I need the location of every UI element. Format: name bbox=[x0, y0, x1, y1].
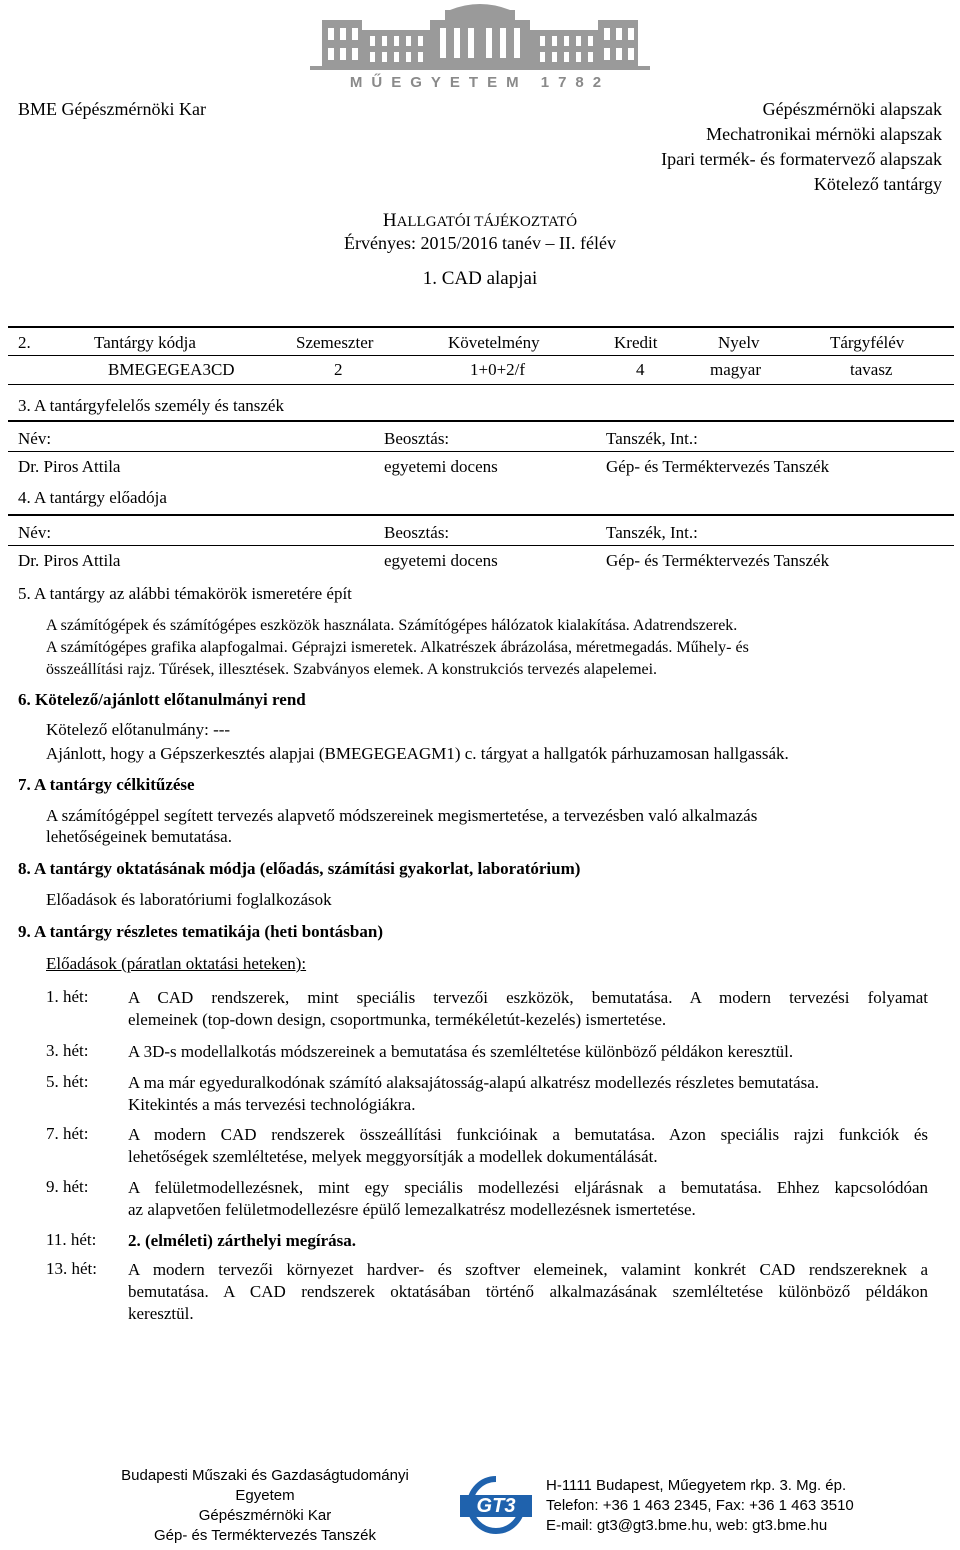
gt3-logo bbox=[452, 1475, 540, 1535]
week-topic-line: keresztül. bbox=[128, 1304, 194, 1323]
week-topic-line: A felületmodellezésnek, mint egy speciális modellezési eljárásnak a bemutatása. Ehhez kapcsolódóan bbox=[128, 1178, 928, 1197]
footer-university-2: Egyetem bbox=[235, 1487, 295, 1504]
week-topic-line: bemutatása. A CAD rendszerek oktatásában történő alkalmazásának szemléltetése különböző példákon bbox=[128, 1282, 928, 1301]
week-topic-line: az alapvetően felületmodellezésre épülő lemezalkatrész modellezésnek ismertetése. bbox=[128, 1200, 696, 1219]
footer-address: H-1111 Budapest, Műegyetem rkp. 3. Mg. ép. bbox=[546, 1477, 847, 1494]
s4-position-value: egyetemi docens bbox=[384, 551, 498, 570]
footer-university: Budapesti Műszaki és Gazdaságtudományi bbox=[121, 1467, 409, 1484]
s8-text: Előadások és laboratóriumi foglalkozások bbox=[46, 890, 332, 909]
week-label: 1. hét: bbox=[46, 987, 89, 1006]
week-topic-line: Kitekintés a más tervezési technológiákra. bbox=[128, 1095, 416, 1114]
header-requirement: Követelmény bbox=[448, 333, 540, 352]
s4-department-label: Tanszék, Int.: bbox=[606, 523, 698, 542]
s3-position-value: egyetemi docens bbox=[384, 457, 498, 476]
divider bbox=[8, 545, 954, 546]
s7-line-1: A számítógéppel segített tervezés alapvető módszereinek megismertetése, a tervezésben való alkalmazás bbox=[46, 806, 758, 825]
divider bbox=[8, 420, 954, 422]
s5-line-2: A számítógépes grafika alapfogalmai. Géprajzi ismeretek. Alkatrészek ábrázolása, méretmegadás. Műhely- és bbox=[46, 639, 749, 656]
s4-department-value: Gép- és Terméktervezés Tanszék bbox=[606, 551, 830, 570]
value-credit: 4 bbox=[636, 360, 645, 379]
week-label: 7. hét: bbox=[46, 1124, 89, 1143]
section-6-title: 6. Kötelező/ajánlott előtanulmányi rend bbox=[18, 690, 306, 709]
header-semester: Szemeszter bbox=[296, 333, 374, 352]
header-credit: Kredit bbox=[614, 333, 658, 352]
s3-name-value: Dr. Piros Attila bbox=[18, 457, 121, 476]
header-code: Tantárgy kódja bbox=[94, 333, 196, 352]
faculty-name: BME Gépészmérnöki Kar bbox=[18, 99, 206, 119]
value-requirement: 1+0+2/f bbox=[470, 360, 526, 379]
course-type: Kötelező tantárgy bbox=[813, 174, 942, 194]
footer-left bbox=[80, 1466, 450, 1546]
s3-department-label: Tanszék, Int.: bbox=[606, 429, 698, 448]
week-label: 11. hét: bbox=[46, 1230, 97, 1249]
week-topic-line: A 3D-s modellalkotás módszereinek a bemutatása és szemléltetése különböző példákon keresztül. bbox=[128, 1042, 794, 1061]
section-2-number: 2. bbox=[18, 333, 31, 352]
section-4-title: 4. A tantárgy előadója bbox=[18, 488, 167, 507]
header-language: Nyelv bbox=[718, 333, 760, 352]
s6-recommended: Ajánlott, hogy a Gépszerkesztés alapjai (BMEGEGEAGM1) c. tárgyat a hallgatók párhuzamosan hallgassák. bbox=[46, 744, 789, 763]
value-language: magyar bbox=[710, 360, 761, 379]
course-title: 1. CAD alapjai bbox=[422, 268, 538, 289]
logo-caption: MŰEGYETEM 1782 bbox=[349, 74, 611, 91]
week-topic-line: A modern tervezői környezet hardver- és szoftver elemeinek, valamint konkrét CAD rendszereknek a bbox=[128, 1260, 928, 1279]
week-topic-line: A CAD rendszerek, mint speciális tervezői eszközök, bemutatása. A modern tervezési folyamat bbox=[128, 988, 928, 1007]
value-code: BMEGEGEA3CD bbox=[108, 360, 235, 379]
week-topic-line: 2. (elméleti) zárthelyi megírása. bbox=[128, 1231, 356, 1250]
footer-phone: Telefon: +36 1 463 2345, Fax: +36 1 463 3510 bbox=[546, 1497, 854, 1514]
section-5-title: 5. A tantárgy az alábbi témakörök ismeretére épít bbox=[18, 584, 352, 603]
section-3-title: 3. A tantárgyfelelős személy és tanszék bbox=[18, 396, 284, 415]
week-label: 5. hét: bbox=[46, 1072, 89, 1091]
divider bbox=[8, 384, 954, 385]
info-title bbox=[0, 210, 960, 232]
s6-required: Kötelező előtanulmány: --- bbox=[46, 720, 231, 739]
value-term: tavasz bbox=[850, 360, 893, 379]
s3-name-label: Név: bbox=[18, 429, 52, 448]
section-9-title: 9. A tantárgy részletes tematikája (heti bontásban) bbox=[18, 922, 383, 941]
week-label: 3. hét: bbox=[46, 1041, 89, 1060]
week-topic-line: lehetőségek szemléltetése, melyek meggyorsítják a modellek dokumentálását. bbox=[128, 1147, 658, 1166]
s9-subtitle: Előadások (páratlan oktatási heteken): bbox=[46, 954, 307, 973]
s3-position-label: Beosztás: bbox=[384, 429, 450, 448]
week-topic-line: elemeinek (top-down design, csoportmunka, termékéletút-kezelés) ismertetése. bbox=[128, 1010, 667, 1029]
footer-email[interactable]: E-mail: gt3@gt3.bme.hu, web: gt3.bme.hu bbox=[546, 1517, 828, 1534]
divider bbox=[8, 514, 954, 516]
section-7-title: 7. A tantárgy célkitűzése bbox=[18, 775, 195, 794]
s4-position-label: Beosztás: bbox=[384, 523, 450, 542]
week-label: 9. hét: bbox=[46, 1177, 89, 1196]
s7-line-2: lehetőségeinek bemutatása. bbox=[46, 827, 232, 846]
divider bbox=[8, 451, 954, 452]
gt3-logo-text: GT3 bbox=[476, 1495, 516, 1517]
header-term: Tárgyfélév bbox=[830, 333, 905, 352]
program-2: Mechatronikai mérnöki alapszak bbox=[706, 124, 942, 144]
s4-name-value: Dr. Piros Attila bbox=[18, 551, 121, 570]
validity: Érvényes: 2015/2016 tanév – II. félév bbox=[344, 233, 616, 253]
program-3: Ipari termék- és formatervező alapszak bbox=[661, 149, 942, 169]
program-1: Gépészmérnöki alapszak bbox=[762, 99, 942, 119]
s5-line-3: összeállítási rajz. Tűrések, illesztések. Szabványos elemek. A konstrukciós tervezés alapelemei. bbox=[46, 661, 658, 678]
s4-name-label: Név: bbox=[18, 523, 52, 542]
s5-line-1: A számítógépek és számítógépes eszközök használata. Számítógépes hálózatok kialakítása. Adatrendszerek. bbox=[46, 617, 738, 634]
info-title-initial: H bbox=[382, 210, 397, 231]
week-label: 13. hét: bbox=[46, 1259, 97, 1278]
section-8-title: 8. A tantárgy oktatásának módja (előadás, számítási gyakorlat, laboratórium) bbox=[18, 859, 581, 878]
university-logo bbox=[300, 4, 660, 96]
footer-faculty: Gépészmérnöki Kar bbox=[198, 1507, 332, 1524]
week-topic-line: A modern CAD rendszerek összeállítási funkcióinak a bemutatása. Azon speciális rajzi funkciók és bbox=[128, 1125, 928, 1144]
footer-department: Gép- és Terméktervezés Tanszék bbox=[153, 1527, 377, 1544]
value-semester: 2 bbox=[334, 360, 343, 379]
s3-department-value: Gép- és Terméktervezés Tanszék bbox=[606, 457, 830, 476]
week-topic-line: A ma már egyeduralkodónak számító alaksajátosság-alapú alkatrész modellezés részletes bemutatása. bbox=[128, 1073, 820, 1092]
divider bbox=[8, 355, 954, 356]
divider bbox=[8, 326, 954, 328]
info-title-rest: ALLGATÓI TÁJÉKOZTATÓ bbox=[396, 214, 578, 230]
footer-right bbox=[546, 1476, 854, 1536]
